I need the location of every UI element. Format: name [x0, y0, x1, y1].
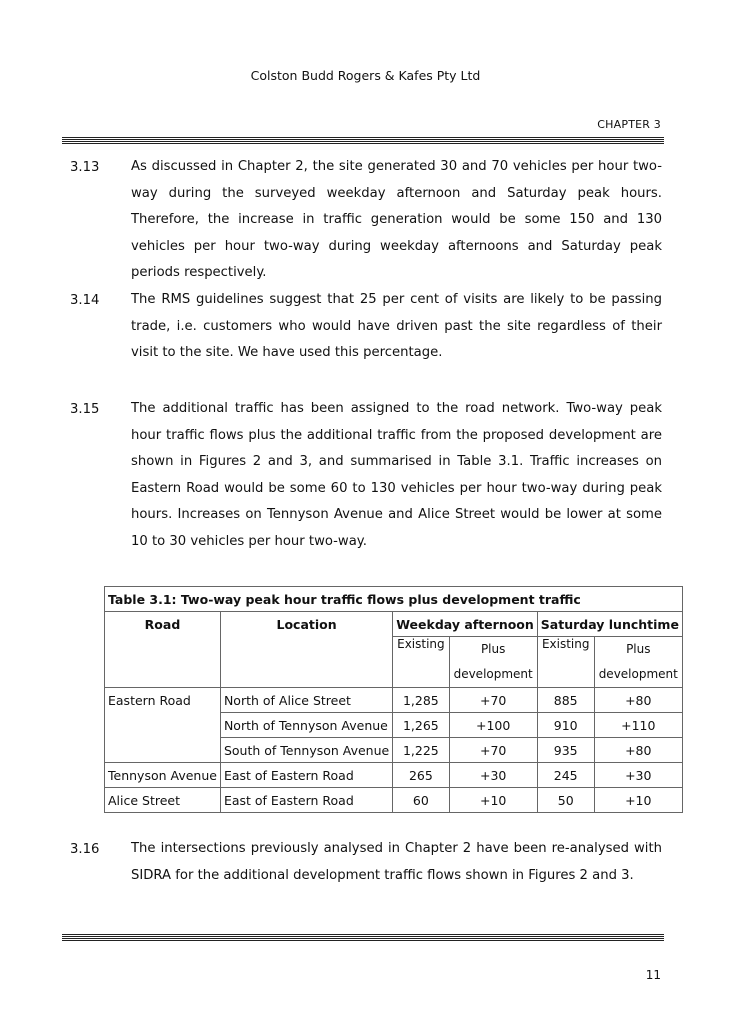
cell-location: East of Eastern Road	[220, 763, 392, 788]
cell-location: East of Eastern Road	[220, 788, 392, 813]
cell-sat-existing: 245	[537, 763, 594, 788]
table-row	[105, 763, 683, 788]
table-subheader-row	[105, 637, 683, 688]
header-weekday: Weekday afternoon	[393, 612, 538, 637]
header-saturday-existing: Existing	[537, 637, 594, 688]
cell-sat-plus: +80	[594, 738, 682, 763]
table-row	[105, 788, 683, 813]
cell-wd-existing: 1,265	[393, 713, 449, 738]
table-row	[105, 688, 683, 713]
header-location: Location	[220, 612, 392, 637]
table-header-row	[105, 612, 683, 637]
header-location-spacer	[220, 637, 392, 688]
cell-sat-existing: 910	[537, 713, 594, 738]
cell-road	[105, 738, 221, 763]
page-number: 11	[645, 968, 661, 982]
header-saturday-plus	[594, 637, 682, 688]
cell-sat-plus: +110	[594, 713, 682, 738]
cell-road: Alice Street	[105, 788, 221, 813]
cell-wd-existing: 1,225	[393, 738, 449, 763]
paragraph-number: 3.16	[70, 842, 100, 857]
paragraph-3-15	[70, 402, 662, 555]
traffic-flows-table	[104, 586, 683, 813]
cell-wd-plus: +70	[449, 738, 537, 763]
header-road-spacer	[105, 637, 221, 688]
paragraph-text: The intersections previously analysed in Chapter 2 have been re-analysed with SIDRA for the additional development traffic flows shown in Figures 2 and 3.	[131, 841, 662, 883]
cell-location: North of Alice Street	[220, 688, 392, 713]
footer-divider	[62, 934, 664, 942]
chapter-label: CHAPTER 3	[597, 118, 661, 131]
header-road: Road	[105, 612, 221, 637]
cell-wd-plus: +30	[449, 763, 537, 788]
plus-label: Plus	[626, 642, 651, 656]
header-weekday-plus	[449, 637, 537, 688]
header-divider	[62, 137, 664, 145]
paragraph-3-13	[70, 160, 662, 287]
cell-road: Tennyson Avenue	[105, 763, 221, 788]
cell-sat-existing: 50	[537, 788, 594, 813]
development-label: development	[598, 667, 678, 681]
cell-sat-plus: +80	[594, 688, 682, 713]
cell-wd-existing: 60	[393, 788, 449, 813]
header-saturday: Saturday lunchtime	[537, 612, 682, 637]
table-row	[105, 713, 683, 738]
cell-location: South of Tennyson Avenue	[220, 738, 392, 763]
cell-sat-plus: +10	[594, 788, 682, 813]
plus-label: Plus	[480, 642, 506, 656]
company-header: Colston Budd Rogers & Kafes Pty Ltd	[250, 68, 481, 83]
paragraph-text: The RMS guidelines suggest that 25 per cent of visits are likely to be passing trade, i.e. customers who would have driven past the site regardless of their visit to the site. We have used this percentage.	[131, 292, 662, 360]
paragraph-text: The additional traffic has been assigned to the road network. Two-way peak hour traffic flows plus the additional traffic from the proposed development are shown in Figures 2 and 3, and summarised in Table 3.1. Traffic increases on Eastern Road would be some 60 to 130 vehicles per hour two-way during peak hours. Increases on Tennyson Avenue and Alice Street would be lower at some 10 to 30 vehicles per hour two-way.	[131, 401, 662, 549]
cell-wd-existing: 265	[393, 763, 449, 788]
cell-sat-existing: 885	[537, 688, 594, 713]
paragraph-text: As discussed in Chapter 2, the site generated 30 and 70 vehicles per hour two-way during the surveyed weekday afternoon and Saturday peak hours. Therefore, the increase in traffic generation would be some 150 and 130 vehicles per hour two-way during weekday afternoons and Saturday peak periods respectively.	[131, 159, 662, 280]
paragraph-3-14	[70, 293, 662, 367]
cell-wd-plus: +100	[449, 713, 537, 738]
header-weekday-existing: Existing	[393, 637, 449, 688]
table-caption-row	[105, 587, 683, 612]
cell-wd-plus: +70	[449, 688, 537, 713]
table-row	[105, 738, 683, 763]
cell-sat-plus: +30	[594, 763, 682, 788]
cell-wd-existing: 1,285	[393, 688, 449, 713]
cell-location: North of Tennyson Avenue	[220, 713, 392, 738]
paragraph-number: 3.14	[70, 293, 100, 308]
paragraph-number: 3.13	[70, 160, 100, 175]
development-label: development	[453, 667, 533, 681]
table-caption: Table 3.1: Two-way peak hour traffic flows plus development traffic	[105, 587, 683, 612]
cell-sat-existing: 935	[537, 738, 594, 763]
cell-wd-plus: +10	[449, 788, 537, 813]
paragraph-3-16	[70, 842, 662, 889]
paragraph-number: 3.15	[70, 402, 100, 417]
cell-road	[105, 713, 221, 738]
cell-road: Eastern Road	[105, 688, 221, 713]
